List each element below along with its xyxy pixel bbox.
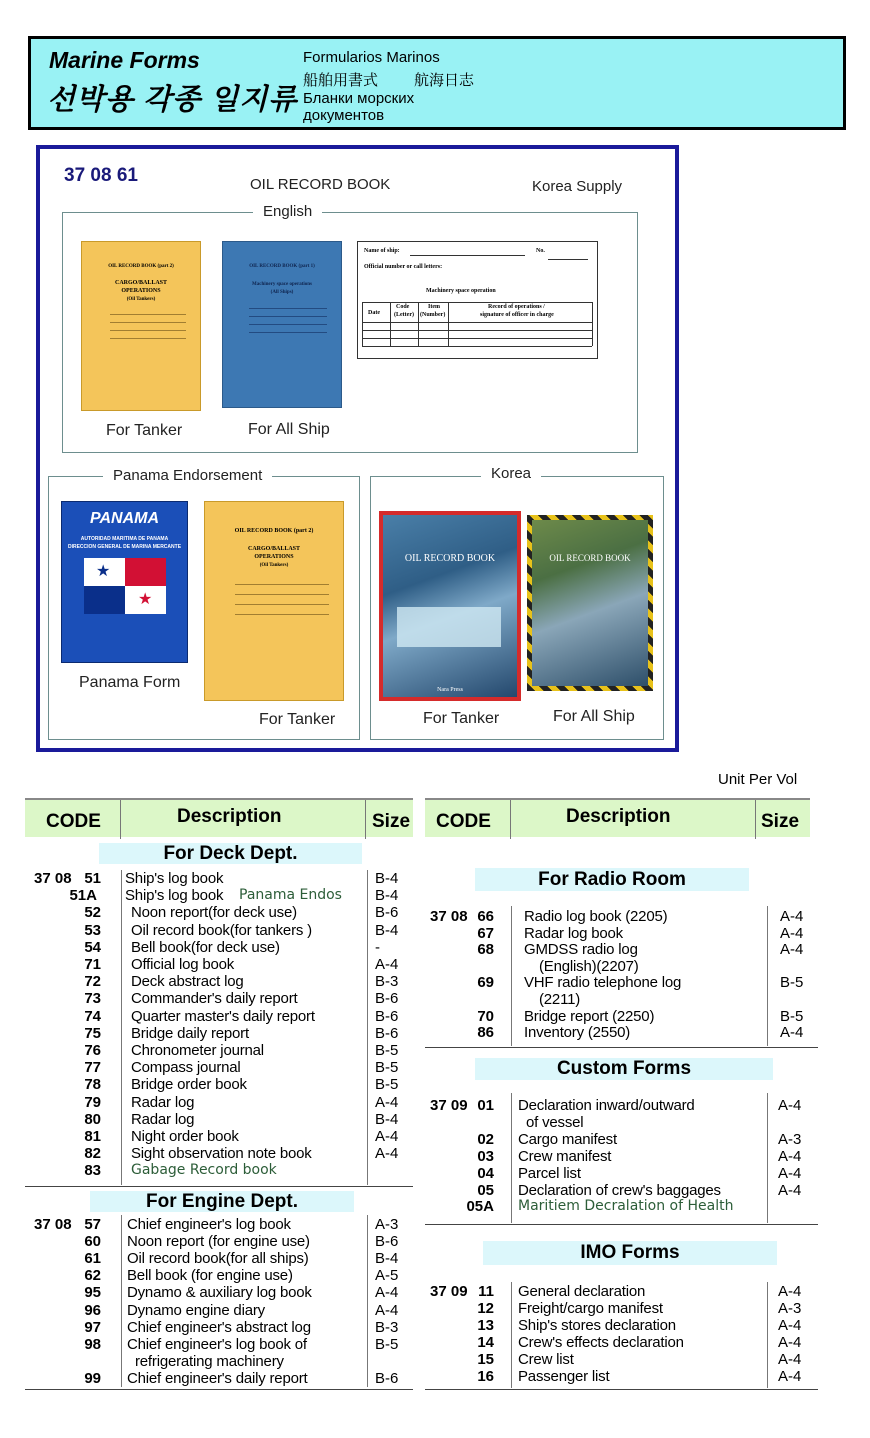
row-code: 12	[477, 1299, 494, 1317]
row-description: Chronometer journal	[131, 1042, 264, 1059]
caption-panama-tanker: For Tanker	[259, 711, 336, 728]
row-description: Noon report(for deck use)	[131, 904, 297, 922]
row-description: Passenger list	[518, 1367, 610, 1385]
row-description: Chief engineer's abstract log	[127, 1318, 311, 1336]
row-size: A-4	[778, 1283, 802, 1300]
row-code: 52	[84, 904, 101, 922]
caption-korea-tanker: For Tanker	[423, 710, 500, 727]
row-description: Parcel list	[518, 1164, 581, 1182]
section-imo: IMO Forms	[483, 1241, 777, 1265]
title-spanish: Formularios Marinos	[303, 49, 440, 66]
group-english-label: English	[253, 203, 322, 220]
product-supply: Korea Supply	[532, 178, 623, 195]
row-code: 72	[84, 973, 101, 991]
row-code: 54	[84, 938, 101, 956]
product-code: 37 08 61	[64, 165, 138, 186]
right-table-header	[425, 798, 810, 837]
row-description: Bridge report (2250)	[524, 1007, 655, 1025]
row-code: 62	[84, 1267, 101, 1285]
row-description-cont: of vessel	[526, 1113, 584, 1131]
row-description: Oil record book(for tankers )	[131, 921, 312, 939]
row-code: 80	[84, 1110, 101, 1128]
imo-prefix: 37 09	[430, 1283, 468, 1300]
row-code: 73	[84, 990, 101, 1008]
row-size: B-4	[375, 921, 399, 939]
row-description: Bell book (for engine use)	[127, 1267, 293, 1285]
caption-english-tanker: For Tanker	[106, 422, 183, 439]
row-size: B-4	[375, 1250, 399, 1268]
row-description: Night order book	[131, 1128, 239, 1145]
row-code: 67	[477, 924, 494, 942]
engine-prefix: 37 08	[34, 1216, 72, 1233]
section-custom: Custom Forms	[475, 1058, 773, 1080]
radio-prefix: 37 08	[430, 908, 468, 925]
row-code: 95	[84, 1284, 101, 1302]
section-radio: For Radio Room	[475, 868, 749, 891]
row-code: 98	[84, 1335, 101, 1353]
row-size: B-6	[375, 1024, 399, 1042]
row-description: Radar log book	[524, 924, 623, 942]
row-code: 76	[84, 1042, 101, 1059]
group-korea-label: Korea	[481, 465, 541, 482]
row-description: Noon report (for engine use)	[127, 1233, 310, 1251]
row-size: A-4	[375, 1093, 399, 1111]
row-code: 99	[84, 1369, 101, 1387]
row-size: A-4	[778, 1181, 802, 1199]
row-description: Radio log book (2205)	[524, 908, 668, 925]
title-russian-2: документов	[303, 107, 385, 124]
row-code: 97	[84, 1318, 101, 1336]
row-description: Chief engineer's log book of	[127, 1335, 307, 1353]
row-code: 51A	[69, 887, 97, 905]
row-size: -	[375, 938, 380, 956]
row-description: Chief engineer's daily report	[127, 1369, 308, 1387]
left-header-description: Description	[177, 806, 282, 827]
row-size: B-5	[375, 1059, 399, 1077]
row-description: Bell book(for deck use)	[131, 938, 280, 956]
book-tanker-image: OIL RECORD BOOK (part 2) CARGO/BALLAST OPERATIONS (Oil Tankers)	[81, 241, 201, 411]
row-size: A-4	[375, 1145, 399, 1163]
row-size: A-3	[778, 1299, 802, 1317]
row-description-extra: Panama Endos	[239, 887, 342, 904]
row-code: 60	[84, 1233, 101, 1251]
row-description: Crew list	[518, 1350, 574, 1368]
row-size: B-3	[375, 973, 399, 991]
row-size: B-6	[375, 1369, 399, 1387]
group-korea	[370, 465, 664, 740]
row-size: B-4	[375, 887, 399, 905]
row-size: A-3	[375, 1216, 399, 1233]
row-code: 74	[84, 1007, 101, 1025]
row-size: A-5	[375, 1267, 399, 1285]
row-size: A-4	[780, 908, 804, 925]
row-size: A-4	[780, 941, 804, 959]
left-header-size: Size	[372, 811, 411, 832]
panama-flag: ★ ★	[84, 558, 166, 614]
row-description: Maritiem Decralation of Health	[518, 1198, 734, 1215]
row-description: Official log book	[131, 956, 235, 973]
row-description: Declaration of crew's baggages	[518, 1181, 721, 1199]
row-size: B-5	[375, 1335, 399, 1353]
row-size: B-6	[375, 1007, 399, 1025]
row-code: 14	[477, 1333, 494, 1351]
row-code: 05A	[466, 1198, 494, 1216]
row-size: A-4	[375, 1128, 399, 1145]
row-code: 53	[84, 921, 101, 939]
row-description: Declaration inward/outward	[518, 1097, 695, 1114]
row-description-cont: (English)(2207)	[539, 957, 639, 975]
row-size: A-4	[780, 924, 804, 942]
row-description: Inventory (2550)	[524, 1024, 631, 1042]
row-code: 02	[477, 1130, 494, 1148]
section-deck: For Deck Dept.	[99, 843, 362, 864]
row-description: Bridge daily report	[131, 1024, 249, 1042]
row-code: 16	[477, 1367, 494, 1385]
right-header-code: CODE	[436, 811, 491, 832]
row-code: 11	[478, 1283, 494, 1300]
left-header-code: CODE	[46, 811, 101, 832]
row-description: Quarter master's daily report	[131, 1007, 315, 1025]
row-size: B-5	[780, 1007, 804, 1025]
row-description: Cargo manifest	[518, 1130, 617, 1148]
row-code: 01	[477, 1097, 494, 1114]
row-size: A-3	[778, 1130, 802, 1148]
caption-korea-allship: For All Ship	[553, 708, 635, 725]
row-code: 71	[84, 956, 101, 973]
row-size: A-4	[778, 1097, 802, 1114]
row-code: 86	[477, 1024, 494, 1042]
row-code: 51	[84, 870, 101, 887]
row-size: B-4	[375, 870, 399, 887]
row-description: Deck abstract log	[131, 973, 244, 991]
row-code: 68	[477, 941, 494, 959]
group-panama-label: Panama Endorsement	[103, 467, 272, 484]
row-description-cont: refrigerating machinery	[135, 1352, 284, 1370]
row-size: A-4	[375, 956, 399, 973]
section-engine: For Engine Dept.	[90, 1191, 354, 1212]
row-size: B-6	[375, 1233, 399, 1251]
row-description: Sight observation note book	[131, 1145, 312, 1163]
caption-panama-form: Panama Form	[79, 674, 181, 691]
row-description: Ship's stores declaration	[518, 1316, 676, 1334]
right-header-size: Size	[761, 811, 800, 832]
product-title: OIL RECORD BOOK	[250, 176, 391, 193]
row-size: A-4	[375, 1284, 399, 1302]
header-banner	[28, 36, 846, 130]
row-size: B-6	[375, 904, 399, 922]
row-code: 66	[477, 908, 494, 925]
book-allship-image: OIL RECORD BOOK (part 1) Machinery space operations (All Ships)	[222, 241, 342, 408]
row-description: Radar log	[131, 1110, 195, 1128]
row-description: Dynamo engine diary	[127, 1301, 265, 1319]
row-code: 03	[477, 1147, 494, 1165]
row-description: Ship's log book	[125, 887, 224, 905]
row-description: Gabage Record book	[131, 1162, 277, 1179]
row-code: 05	[477, 1181, 494, 1199]
row-size: A-4	[375, 1301, 399, 1319]
group-panama	[48, 467, 360, 740]
row-description: GMDSS radio log	[524, 941, 638, 959]
row-size: A-4	[778, 1147, 802, 1165]
row-code: 96	[84, 1301, 101, 1319]
row-size: A-4	[778, 1350, 802, 1368]
row-code: 61	[84, 1250, 101, 1268]
row-description: Dynamo & auxiliary log book	[127, 1284, 312, 1302]
row-size: B-5	[375, 1042, 399, 1059]
right-header-description: Description	[566, 806, 671, 827]
row-code: 70	[477, 1007, 494, 1025]
product-panel	[36, 145, 679, 752]
group-english	[62, 203, 638, 453]
row-size: A-4	[780, 1024, 804, 1042]
row-description: Crew's effects declaration	[518, 1333, 684, 1351]
title-chinese-1: 船舶用書式	[303, 72, 379, 89]
row-description: Freight/cargo manifest	[518, 1299, 663, 1317]
row-code: 78	[84, 1076, 101, 1094]
row-description: VHF radio telephone log	[524, 974, 682, 992]
title-english: Marine Forms	[49, 47, 200, 73]
row-size: B-6	[375, 990, 399, 1008]
book-korea-allship-image: OIL RECORD BOOK	[527, 515, 653, 691]
row-code: 15	[477, 1350, 494, 1368]
title-korean: 선박용 각종 일지류	[47, 84, 298, 116]
caption-english-allship: For All Ship	[248, 421, 330, 438]
row-description: Crew manifest	[518, 1147, 612, 1165]
left-table-header	[25, 798, 413, 837]
row-code: 57	[84, 1216, 101, 1233]
row-description: Chief engineer's log book	[127, 1216, 291, 1233]
book-panama-tanker-image: OIL RECORD BOOK (part 2) CARGO/BALLAST OPERATIONS (Oil Tankers)	[204, 501, 344, 701]
book-korea-tanker-image: OIL RECORD BOOK Nara Press	[379, 511, 521, 701]
custom-prefix: 37 09	[430, 1097, 468, 1114]
row-code: 82	[84, 1145, 101, 1163]
row-code: 81	[84, 1128, 101, 1145]
row-size: B-5	[780, 974, 804, 992]
row-size: B-5	[375, 1076, 399, 1094]
book-panama-image: PANAMA AUTORIDAD MARITIMA DE PANAMA DIRECCION GENERAL DE MARINA MERCANTE ★ ★	[61, 501, 188, 663]
row-size: A-4	[778, 1333, 802, 1351]
row-description: Bridge order book	[131, 1076, 247, 1094]
form-sample-image: Name of ship: No. Official number or call letters: Machinery space operation Date Code (Letter) Item (Number) Record of operations / signature of officer in charge	[357, 241, 598, 359]
row-size: B-3	[375, 1318, 399, 1336]
row-code: 04	[477, 1164, 494, 1182]
deck-prefix: 37 08	[34, 870, 72, 887]
row-description: Oil record book(for all ships)	[127, 1250, 309, 1268]
unit-note: Unit Per Vol	[718, 771, 798, 788]
row-size: A-4	[778, 1164, 802, 1182]
row-code: 79	[84, 1093, 101, 1111]
row-code: 13	[477, 1316, 494, 1334]
row-description: Commander's daily report	[131, 990, 298, 1008]
row-code: 75	[84, 1024, 101, 1042]
row-size: B-4	[375, 1110, 399, 1128]
row-size: A-4	[778, 1316, 802, 1334]
row-description: Radar log	[131, 1093, 195, 1111]
row-code: 83	[84, 1162, 101, 1180]
row-description-cont: (2211)	[539, 991, 581, 1008]
row-code: 69	[477, 974, 494, 992]
row-size: A-4	[778, 1367, 802, 1385]
row-description: Compass journal	[131, 1059, 241, 1077]
title-russian-1: Бланки морских	[303, 90, 415, 107]
row-code: 77	[84, 1059, 101, 1077]
row-description: General declaration	[518, 1283, 646, 1300]
row-description: Ship's log book	[125, 870, 224, 887]
title-chinese-2: 航海日志	[414, 72, 475, 89]
